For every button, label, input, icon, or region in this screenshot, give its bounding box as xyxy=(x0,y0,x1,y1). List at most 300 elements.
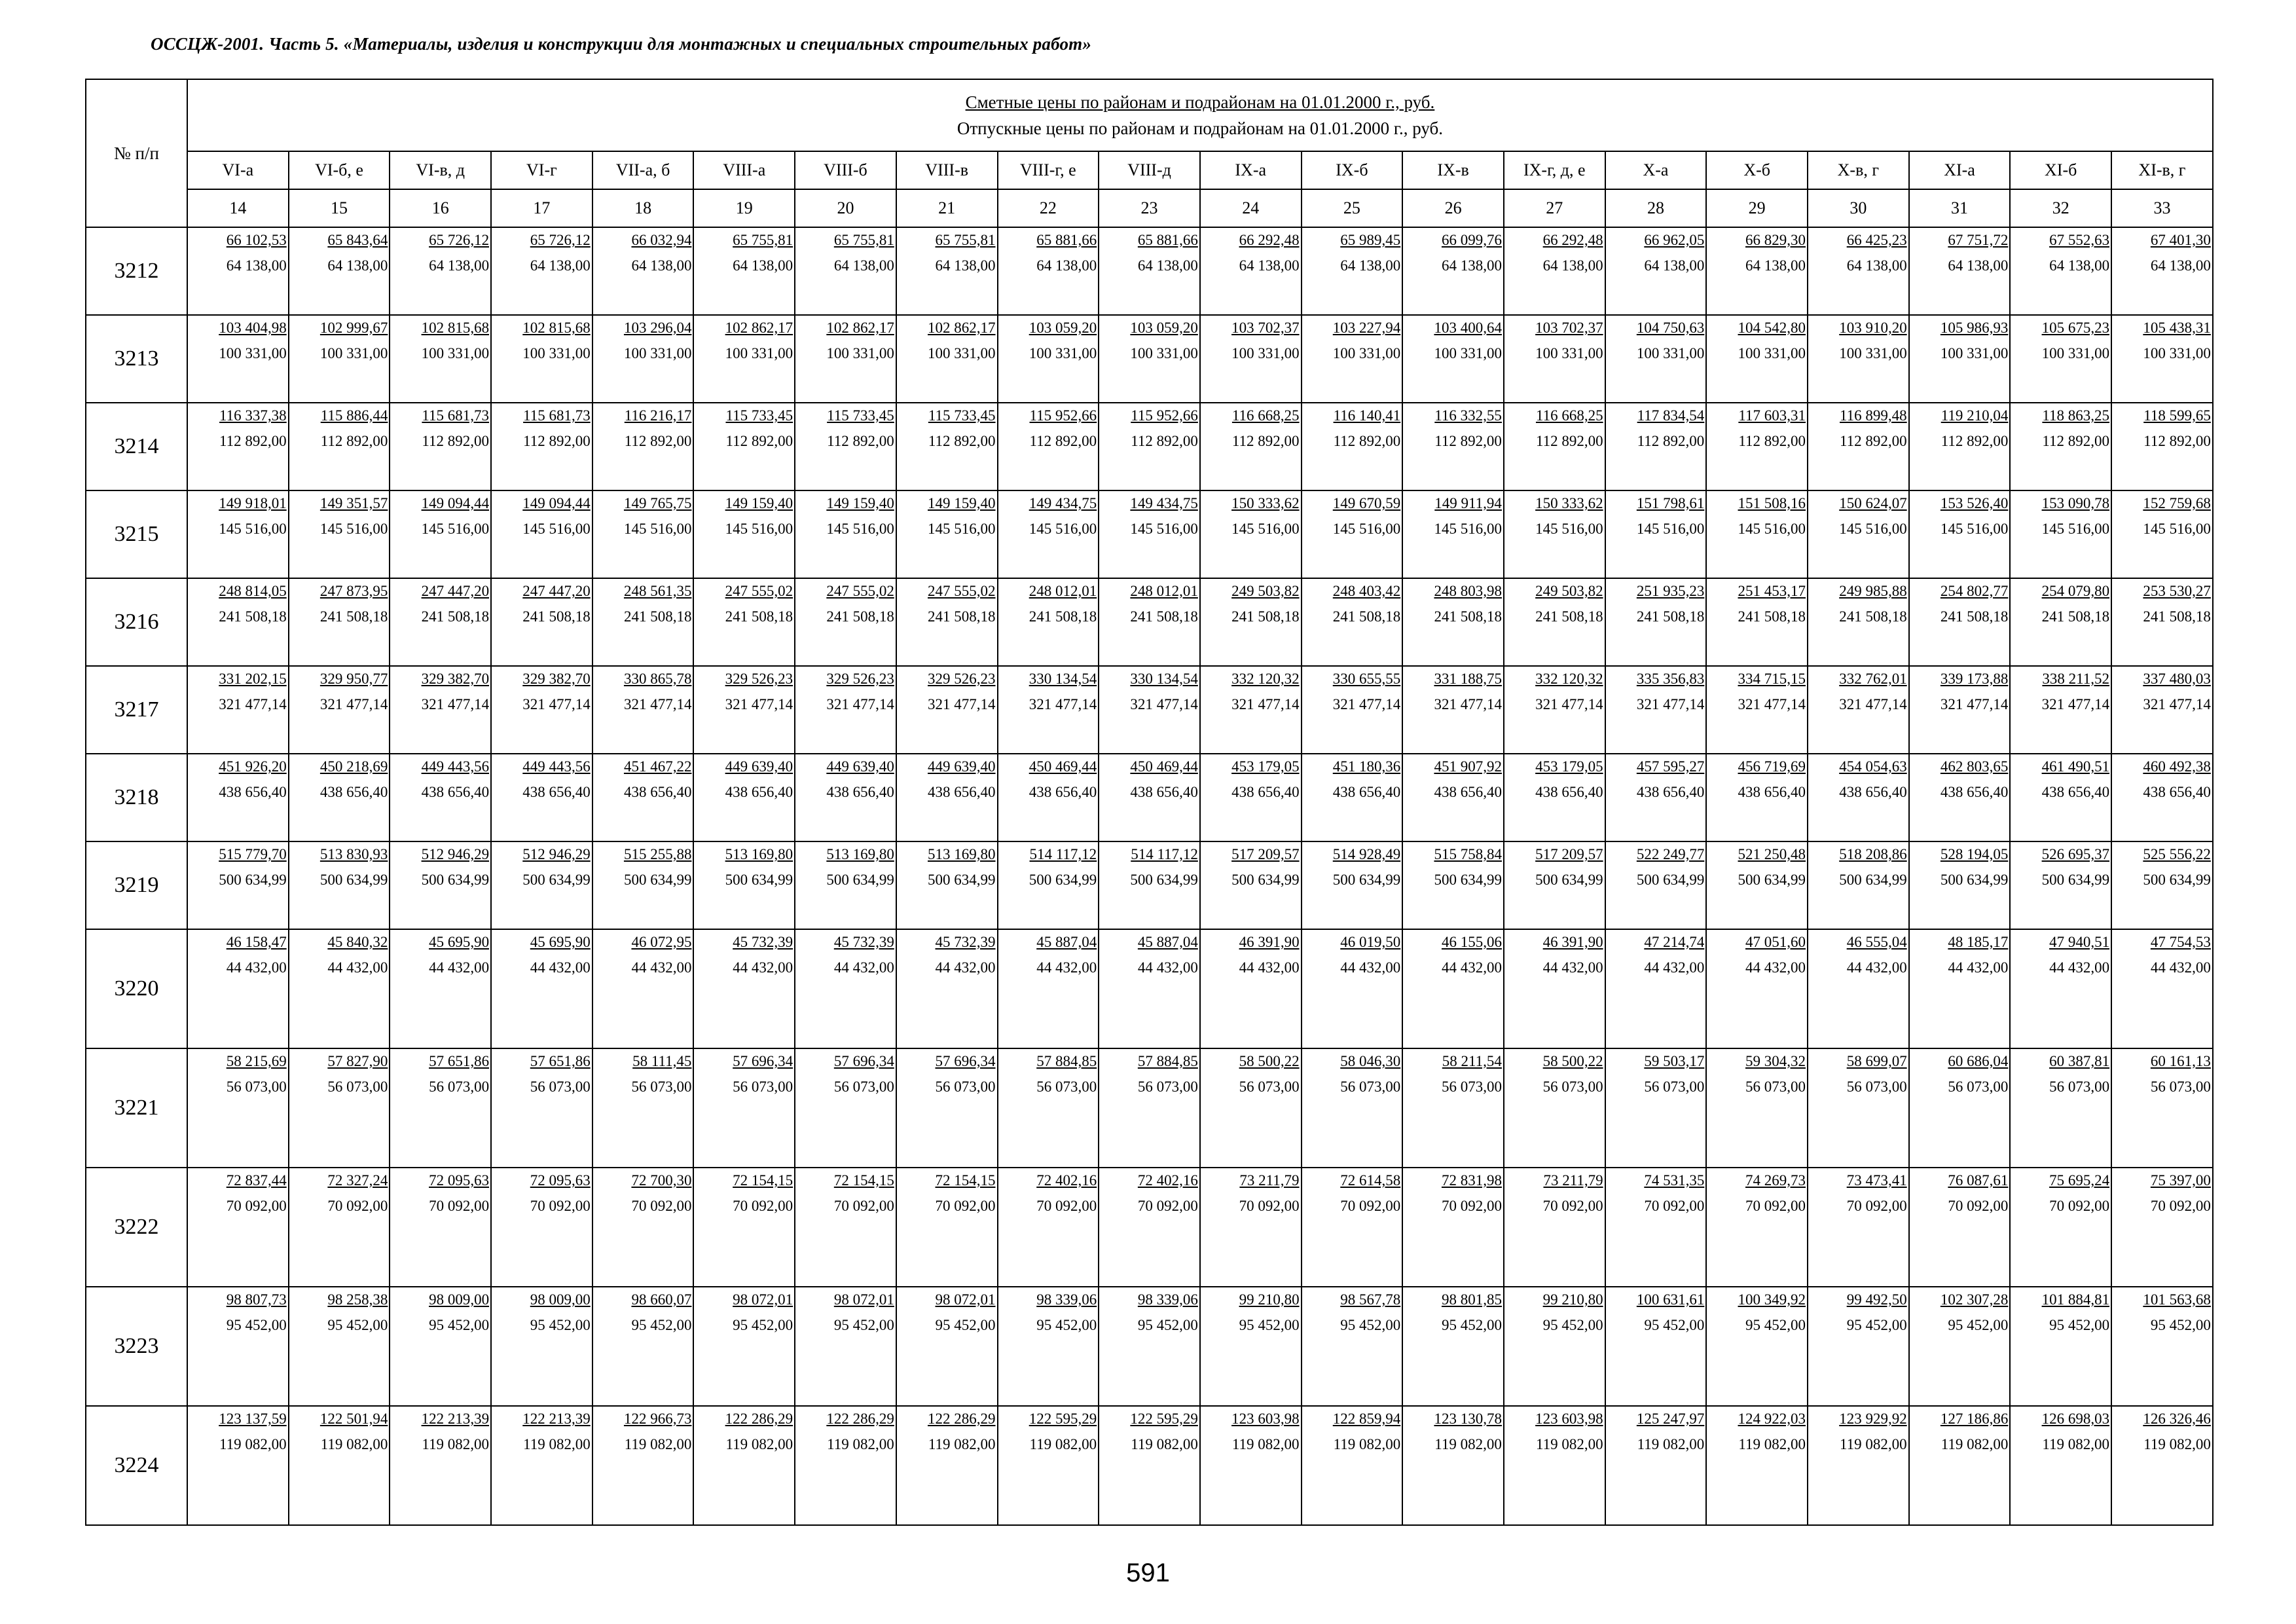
price-cell xyxy=(491,1048,592,1168)
price-cell xyxy=(1099,1406,1200,1525)
release-price: 438 656,40 xyxy=(1636,784,1705,800)
estimate-price: 449 639,40 xyxy=(725,758,793,775)
estimate-price: 72 831,98 xyxy=(1441,1172,1502,1189)
price-cell xyxy=(491,227,592,315)
estimate-price: 45 887,04 xyxy=(1137,934,1198,950)
estimate-price: 247 447,20 xyxy=(421,583,490,599)
estimate-price: 123 603,98 xyxy=(1535,1411,1603,1427)
release-price: 95 452,00 xyxy=(1239,1317,1300,1333)
estimate-price: 65 726,12 xyxy=(530,232,591,248)
price-cell xyxy=(289,315,390,403)
release-price: 56 073,00 xyxy=(1644,1079,1705,1095)
estimate-price: 122 286,29 xyxy=(928,1411,996,1427)
estimate-price: 45 840,32 xyxy=(327,934,388,950)
estimate-price: 46 072,95 xyxy=(631,934,692,950)
price-cell xyxy=(491,929,592,1048)
release-price: 241 508,18 xyxy=(1231,608,1300,625)
price-cell xyxy=(1808,490,1909,578)
price-cell xyxy=(1504,1406,1605,1525)
price-cell xyxy=(1808,1287,1909,1406)
estimate-price: 60 387,81 xyxy=(2049,1053,2110,1069)
price-cell xyxy=(187,666,289,754)
release-price: 119 082,00 xyxy=(1941,1436,2009,1452)
estimate-price: 330 134,54 xyxy=(1029,671,1097,687)
price-cell xyxy=(1909,754,2011,841)
estimate-price: 247 555,02 xyxy=(826,583,894,599)
region-header: IX-б xyxy=(1302,151,1403,189)
price-cell xyxy=(2010,666,2111,754)
estimate-price: 57 696,34 xyxy=(935,1053,996,1069)
price-cell xyxy=(998,403,1099,490)
release-price: 321 477,14 xyxy=(2041,696,2110,712)
release-price: 44 432,00 xyxy=(1948,959,2009,976)
estimate-price: 57 827,90 xyxy=(327,1053,388,1069)
release-price: 64 138,00 xyxy=(327,257,388,274)
release-price: 95 452,00 xyxy=(833,1317,894,1333)
release-price: 241 508,18 xyxy=(623,608,692,625)
release-price: 500 634,99 xyxy=(928,872,996,888)
estimate-price: 122 213,39 xyxy=(522,1411,591,1427)
price-cell xyxy=(693,1048,795,1168)
release-price: 44 432,00 xyxy=(733,959,793,976)
release-price: 70 092,00 xyxy=(530,1198,591,1214)
release-price: 44 432,00 xyxy=(429,959,490,976)
release-price: 438 656,40 xyxy=(1738,784,1806,800)
price-cell xyxy=(1504,490,1605,578)
item-code: 3217 xyxy=(86,666,187,754)
price-cell xyxy=(998,1406,1099,1525)
estimate-price: 149 670,59 xyxy=(1332,495,1401,511)
estimate-price: 105 675,23 xyxy=(2041,320,2110,336)
estimate-price: 47 051,60 xyxy=(1745,934,1806,950)
region-header: VIII-д xyxy=(1099,151,1200,189)
price-cell xyxy=(1808,841,1909,929)
price-cell xyxy=(1605,227,1707,315)
price-cell xyxy=(1504,1048,1605,1168)
estimate-price: 98 072,01 xyxy=(833,1291,894,1308)
column-number: 22 xyxy=(998,189,1099,227)
estimate-price: 98 339,06 xyxy=(1036,1291,1097,1308)
release-price: 500 634,99 xyxy=(826,872,894,888)
price-cell xyxy=(998,315,1099,403)
release-price: 119 082,00 xyxy=(1738,1436,1806,1452)
release-price: 56 073,00 xyxy=(1846,1079,1907,1095)
release-price: 500 634,99 xyxy=(522,872,591,888)
item-code: 3213 xyxy=(86,315,187,403)
price-cell xyxy=(1504,227,1605,315)
estimate-price: 517 209,57 xyxy=(1535,846,1603,862)
price-cell xyxy=(390,841,491,929)
price-cell xyxy=(1504,841,1605,929)
price-cell xyxy=(1402,929,1504,1048)
price-cell xyxy=(896,666,998,754)
price-cell xyxy=(491,1406,592,1525)
release-price: 145 516,00 xyxy=(826,521,894,537)
region-header: VIII-б xyxy=(795,151,896,189)
estimate-price: 103 059,20 xyxy=(1130,320,1198,336)
estimate-price: 149 351,57 xyxy=(319,495,388,511)
release-price: 44 432,00 xyxy=(1644,959,1705,976)
release-price: 100 331,00 xyxy=(1535,345,1603,361)
release-price: 100 331,00 xyxy=(1738,345,1806,361)
release-price: 56 073,00 xyxy=(1239,1079,1300,1095)
release-price: 438 656,40 xyxy=(522,784,591,800)
estimate-price: 66 102,53 xyxy=(226,232,287,248)
estimate-price: 57 884,85 xyxy=(1137,1053,1198,1069)
release-price: 100 331,00 xyxy=(2041,345,2110,361)
price-cell xyxy=(491,1168,592,1287)
estimate-price: 117 603,31 xyxy=(1738,407,1806,424)
estimate-price: 67 751,72 xyxy=(1948,232,2009,248)
release-price: 145 516,00 xyxy=(1636,521,1705,537)
column-number: 26 xyxy=(1402,189,1504,227)
estimate-price: 247 555,02 xyxy=(725,583,793,599)
price-cell xyxy=(491,578,592,666)
estimate-price: 249 503,82 xyxy=(1535,583,1603,599)
release-price: 95 452,00 xyxy=(1542,1317,1603,1333)
price-cell xyxy=(1808,666,1909,754)
estimate-price: 98 258,38 xyxy=(327,1291,388,1308)
estimate-price: 451 907,92 xyxy=(1434,758,1502,775)
estimate-price: 151 508,16 xyxy=(1738,495,1806,511)
estimate-price: 513 169,80 xyxy=(928,846,996,862)
estimate-price: 105 438,31 xyxy=(2143,320,2211,336)
region-header: XI-б xyxy=(2010,151,2111,189)
release-price: 438 656,40 xyxy=(2143,784,2211,800)
estimate-price: 251 935,23 xyxy=(1636,583,1705,599)
estimate-price: 332 762,01 xyxy=(1839,671,1907,687)
region-header: VI-б, е xyxy=(289,151,390,189)
region-header: X-в, г xyxy=(1808,151,1909,189)
price-cell xyxy=(896,403,998,490)
price-cell xyxy=(1099,666,1200,754)
estimate-price: 102 815,68 xyxy=(522,320,591,336)
release-price: 70 092,00 xyxy=(2150,1198,2211,1214)
estimate-price: 149 094,44 xyxy=(522,495,591,511)
estimate-price: 115 733,45 xyxy=(827,407,894,424)
estimate-price: 66 425,23 xyxy=(1846,232,1907,248)
release-price: 44 432,00 xyxy=(1846,959,1907,976)
release-price: 70 092,00 xyxy=(631,1198,692,1214)
price-cell xyxy=(1706,490,1808,578)
estimate-price: 45 732,39 xyxy=(733,934,793,950)
price-cell xyxy=(289,841,390,929)
estimate-price: 46 155,06 xyxy=(1441,934,1502,950)
estimate-price: 72 614,58 xyxy=(1340,1172,1401,1189)
estimate-price: 45 732,39 xyxy=(935,934,996,950)
column-number: 18 xyxy=(592,189,694,227)
price-cell xyxy=(187,1168,289,1287)
price-cell xyxy=(289,1048,390,1168)
release-price: 95 452,00 xyxy=(631,1317,692,1333)
price-cell xyxy=(2111,754,2213,841)
release-price: 500 634,99 xyxy=(2041,872,2110,888)
release-price: 321 477,14 xyxy=(1434,696,1502,712)
price-rows xyxy=(86,227,2213,1525)
release-price: 119 082,00 xyxy=(1637,1436,1705,1452)
price-cell xyxy=(693,1168,795,1287)
release-price: 56 073,00 xyxy=(833,1079,894,1095)
price-cell xyxy=(1909,1048,2011,1168)
release-price: 100 331,00 xyxy=(928,345,996,361)
estimate-price: 122 213,39 xyxy=(421,1411,490,1427)
estimate-price: 115 681,73 xyxy=(422,407,490,424)
estimate-price: 525 556,22 xyxy=(2143,846,2211,862)
estimate-price: 149 918,01 xyxy=(219,495,287,511)
estimate-price: 98 567,78 xyxy=(1340,1291,1401,1308)
release-price: 119 082,00 xyxy=(422,1436,490,1452)
region-header: VIII-в xyxy=(896,151,998,189)
release-price: 64 138,00 xyxy=(1340,257,1401,274)
release-price: 100 331,00 xyxy=(1231,345,1300,361)
estimate-price: 66 829,30 xyxy=(1745,232,1806,248)
estimate-price: 46 391,90 xyxy=(1239,934,1300,950)
price-cell xyxy=(592,1048,694,1168)
estimate-price: 65 755,81 xyxy=(733,232,793,248)
price-cell xyxy=(1706,1287,1808,1406)
price-cell xyxy=(1504,578,1605,666)
release-price-caption: Отпускные цены по районам и подрайонам на 01.01.2000 г., руб. xyxy=(957,119,1443,138)
estimate-price: 335 356,83 xyxy=(1636,671,1705,687)
estimate-price: 248 814,05 xyxy=(219,583,287,599)
row-number-header: № п/п xyxy=(86,79,187,227)
release-price: 112 892,00 xyxy=(1840,433,1907,449)
price-cell xyxy=(795,403,896,490)
estimate-price: 122 595,29 xyxy=(1029,1411,1097,1427)
release-price: 119 082,00 xyxy=(827,1436,894,1452)
estimate-price: 57 696,34 xyxy=(833,1053,894,1069)
estimate-price: 512 946,29 xyxy=(522,846,591,862)
price-cell xyxy=(2010,1048,2111,1168)
release-price: 500 634,99 xyxy=(1029,872,1097,888)
price-cell xyxy=(795,227,896,315)
release-price: 95 452,00 xyxy=(935,1317,996,1333)
price-cell xyxy=(1909,1287,2011,1406)
estimate-price: 126 698,03 xyxy=(2041,1411,2110,1427)
price-table xyxy=(85,79,2214,1526)
release-price: 70 092,00 xyxy=(1644,1198,1705,1214)
price-cell xyxy=(1302,666,1403,754)
estimate-price: 149 911,94 xyxy=(1434,495,1502,511)
estimate-price: 115 681,73 xyxy=(523,407,591,424)
release-price: 44 432,00 xyxy=(1239,959,1300,976)
price-cell xyxy=(187,490,289,578)
price-cell xyxy=(2010,1406,2111,1525)
release-price: 438 656,40 xyxy=(1130,784,1198,800)
price-cell xyxy=(1808,1168,1909,1287)
estimate-price: 461 490,51 xyxy=(2041,758,2110,775)
item-code: 3224 xyxy=(86,1406,187,1525)
estimate-price: 66 962,05 xyxy=(1644,232,1705,248)
estimate-price: 47 754,53 xyxy=(2150,934,2211,950)
estimate-price: 330 134,54 xyxy=(1130,671,1198,687)
estimate-price: 515 255,88 xyxy=(623,846,692,862)
price-cell xyxy=(693,1287,795,1406)
estimate-price: 104 750,63 xyxy=(1636,320,1705,336)
estimate-price: 115 952,66 xyxy=(1131,407,1198,424)
release-price: 95 452,00 xyxy=(2150,1317,2211,1333)
release-price: 64 138,00 xyxy=(733,257,793,274)
release-price: 112 892,00 xyxy=(1231,433,1300,449)
column-number: 25 xyxy=(1302,189,1403,227)
price-cell xyxy=(795,666,896,754)
column-number: 23 xyxy=(1099,189,1200,227)
region-header: XI-в, г xyxy=(2111,151,2213,189)
release-price: 56 073,00 xyxy=(1745,1079,1806,1095)
release-price: 70 092,00 xyxy=(1542,1198,1603,1214)
price-cell xyxy=(491,841,592,929)
price-cell xyxy=(1099,754,1200,841)
price-cell xyxy=(1402,315,1504,403)
price-cell xyxy=(1808,1048,1909,1168)
table-row xyxy=(86,1287,2213,1406)
estimate-price: 517 209,57 xyxy=(1231,846,1300,862)
item-code: 3216 xyxy=(86,578,187,666)
estimate-price: 514 928,49 xyxy=(1332,846,1401,862)
price-cell xyxy=(2010,929,2111,1048)
release-price: 119 082,00 xyxy=(2143,1436,2211,1452)
price-cell xyxy=(592,490,694,578)
release-price: 112 892,00 xyxy=(725,433,793,449)
price-cell xyxy=(1302,1168,1403,1287)
release-price: 44 432,00 xyxy=(1036,959,1097,976)
release-price: 64 138,00 xyxy=(1239,257,1300,274)
price-cell xyxy=(2111,1406,2213,1525)
estimate-price: 46 555,04 xyxy=(1846,934,1907,950)
price-cell xyxy=(998,1287,1099,1406)
release-price: 145 516,00 xyxy=(219,521,287,537)
price-cell xyxy=(795,841,896,929)
release-price: 44 432,00 xyxy=(2150,959,2211,976)
estimate-price: 72 402,16 xyxy=(1137,1172,1198,1189)
release-price: 438 656,40 xyxy=(725,784,793,800)
estimate-price: 76 087,61 xyxy=(1948,1172,2009,1189)
release-price: 100 331,00 xyxy=(522,345,591,361)
estimate-price: 122 859,94 xyxy=(1332,1411,1401,1427)
estimate-price: 149 159,40 xyxy=(928,495,996,511)
release-price: 112 892,00 xyxy=(1434,433,1502,449)
release-price: 112 892,00 xyxy=(1535,433,1603,449)
estimate-price: 58 500,22 xyxy=(1239,1053,1300,1069)
release-price: 119 082,00 xyxy=(1131,1436,1198,1452)
estimate-price: 122 501,94 xyxy=(319,1411,388,1427)
estimate-price: 126 326,46 xyxy=(2143,1411,2211,1427)
price-cell xyxy=(2111,403,2213,490)
table-row xyxy=(86,315,2213,403)
estimate-price: 102 862,17 xyxy=(826,320,894,336)
region-header: IX-в xyxy=(1402,151,1504,189)
estimate-price: 329 950,77 xyxy=(319,671,388,687)
release-price: 112 892,00 xyxy=(2042,433,2110,449)
price-cell xyxy=(795,490,896,578)
release-price: 56 073,00 xyxy=(226,1079,287,1095)
price-cell xyxy=(896,578,998,666)
estimate-price: 99 492,50 xyxy=(1846,1291,1907,1308)
column-number: 21 xyxy=(896,189,998,227)
estimate-price: 46 158,47 xyxy=(226,934,287,950)
price-cell xyxy=(187,403,289,490)
release-price: 321 477,14 xyxy=(421,696,490,712)
estimate-price: 247 873,95 xyxy=(319,583,388,599)
release-price: 95 452,00 xyxy=(1441,1317,1502,1333)
release-price: 145 516,00 xyxy=(1231,521,1300,537)
price-cell xyxy=(998,666,1099,754)
estimate-price: 45 695,90 xyxy=(530,934,591,950)
release-price: 438 656,40 xyxy=(421,784,490,800)
estimate-price: 98 072,01 xyxy=(733,1291,793,1308)
release-price: 321 477,14 xyxy=(1636,696,1705,712)
price-cell xyxy=(187,578,289,666)
release-price: 112 892,00 xyxy=(2143,433,2211,449)
price-cell xyxy=(592,929,694,1048)
price-cell xyxy=(1909,1168,2011,1287)
release-price: 145 516,00 xyxy=(1130,521,1198,537)
estimate-price: 150 333,62 xyxy=(1535,495,1603,511)
release-price: 100 331,00 xyxy=(2143,345,2211,361)
estimate-price: 515 758,84 xyxy=(1434,846,1502,862)
release-price: 145 516,00 xyxy=(725,521,793,537)
release-price: 500 634,99 xyxy=(1940,872,2009,888)
release-price: 95 452,00 xyxy=(226,1317,287,1333)
price-cell xyxy=(1605,1287,1707,1406)
price-cell xyxy=(1302,315,1403,403)
estimate-price: 74 269,73 xyxy=(1745,1172,1806,1189)
release-price: 321 477,14 xyxy=(1738,696,1806,712)
price-cell xyxy=(1099,1048,1200,1168)
release-price: 438 656,40 xyxy=(928,784,996,800)
release-price: 56 073,00 xyxy=(1137,1079,1198,1095)
price-cell xyxy=(896,1048,998,1168)
release-price: 321 477,14 xyxy=(319,696,388,712)
price-cell xyxy=(1099,490,1200,578)
release-price: 44 432,00 xyxy=(833,959,894,976)
estimate-price: 116 668,25 xyxy=(1535,407,1603,424)
release-price: 44 432,00 xyxy=(2049,959,2110,976)
estimate-price: 103 702,37 xyxy=(1231,320,1300,336)
release-price: 500 634,99 xyxy=(1231,872,1300,888)
price-cell xyxy=(1605,929,1707,1048)
release-price: 70 092,00 xyxy=(1846,1198,1907,1214)
price-cell xyxy=(1808,929,1909,1048)
region-header: XI-а xyxy=(1909,151,2011,189)
price-cell xyxy=(1706,578,1808,666)
price-cell xyxy=(896,1287,998,1406)
column-number: 17 xyxy=(491,189,592,227)
release-price: 70 092,00 xyxy=(429,1198,490,1214)
price-cell xyxy=(1808,754,1909,841)
price-cell xyxy=(1605,1168,1707,1287)
price-cell xyxy=(1302,754,1403,841)
release-price: 56 073,00 xyxy=(2150,1079,2211,1095)
price-cell xyxy=(1200,841,1302,929)
release-price: 119 082,00 xyxy=(928,1436,996,1452)
estimate-price: 119 210,04 xyxy=(1941,407,2009,424)
estimate-price: 116 332,55 xyxy=(1434,407,1502,424)
estimate-price: 102 815,68 xyxy=(421,320,490,336)
estimate-price: 98 807,73 xyxy=(226,1291,287,1308)
release-price: 64 138,00 xyxy=(1542,257,1603,274)
estimate-price: 451 926,20 xyxy=(219,758,287,775)
region-header: IX-г, д, е xyxy=(1504,151,1605,189)
table-row xyxy=(86,490,2213,578)
release-price: 145 516,00 xyxy=(2041,521,2110,537)
release-price: 64 138,00 xyxy=(1644,257,1705,274)
price-cell xyxy=(1504,1287,1605,1406)
estimate-price: 248 803,98 xyxy=(1434,583,1502,599)
estimate-price: 150 333,62 xyxy=(1231,495,1300,511)
price-cell xyxy=(491,666,592,754)
release-price: 64 138,00 xyxy=(1948,257,2009,274)
